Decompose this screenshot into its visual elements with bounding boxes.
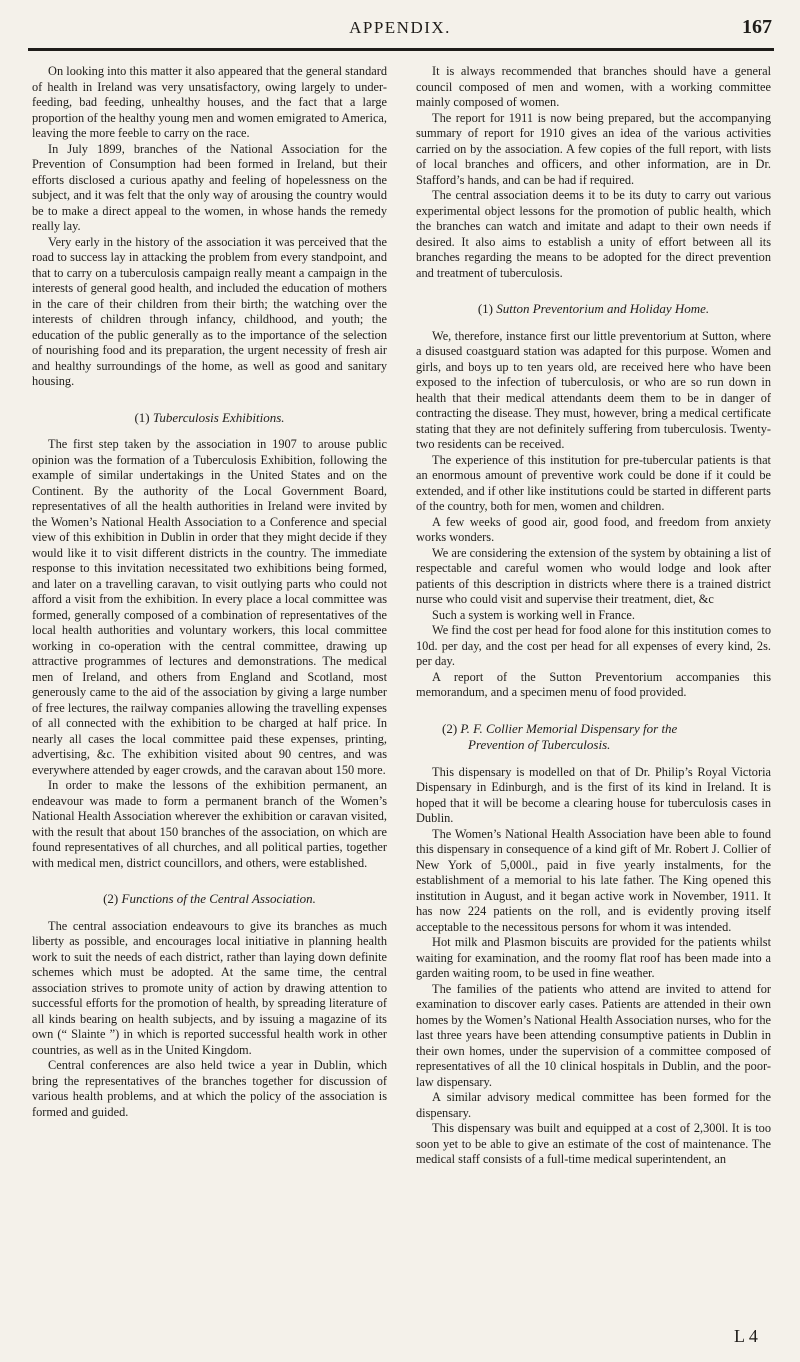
section-number: (1) (134, 409, 150, 425)
paragraph: It is always recommended that branches should have a general council composed of men and women, with a working committee mainly composed of women. (416, 64, 771, 109)
paragraph: We, therefore, instance first our little preventorium at Sutton, where a disused coastguard station was adapted for this purpose. Women and girls, and boys up to ten years old, are received here who have been exposed to the infection of tuberculosis, or who are so run down in health that their medical attendants deem them to be in danger of contracting the disease. They must, however, bring a medical certificate stating that they are not definitely suffering from tuberculosis. Twenty-two residents can be received. (416, 328, 771, 451)
paragraph: Hot milk and Plasmon biscuits are provided for the patients whilst waiting for examination, and the roomy flat roof has been made into a garden waiting room, to be used in fine weather. (416, 935, 771, 980)
section-number: (2) (103, 891, 119, 906)
paragraph: In order to make the lessons of the exhibition permanent, an endeavour was made to form a permanent branch of the Women’s National Health Association wherever the exhibition or caravan visited, with the result that about 150 branches of the association, on which are found representatives of all churches, and all political parties, together with medical men, district councillors, and others, were established. (32, 778, 387, 870)
paragraph: Very early in the history of the association it was perceived that the road to success lay in attacking the problem from every standpoint, and that to carry on a tuberculosis campaign really meant a campaign in the interests of general good health, and included the education of mothers in the care of their children from their birth; the watching over the interests of children through infancy, childhood, and youth; the education of the public generally as to the importance of the selection of nourishing food and its preparation, the urgent necessity of fresh air and healthy surroundings of the home, as well as good and sanitary housing. (32, 234, 387, 388)
paragraph: Central conferences are also held twice a year in Dublin, which bring the representatives of the branches together for discussion of various health problems, and at which the policy of the association is formed and guided. (32, 1058, 387, 1119)
paragraph: The central association endeavours to give its branches as much liberty as possible, and encourages local initiative in planning health work to suit the needs of each district, rather than laying down definite schemes which must be adopted. At the same time, the central association strives to promote unity of action by drawing attention to successful efforts for the promotion of health, by spreading literature of all kinds bearing on health subjects, and by issuing a magazine of its own (“ Slainte ”) in which is reported successful health work in other countries, as well as in the United Kingdom. (32, 918, 387, 1057)
section-title: Sutton Preventorium and Holiday Home. (496, 301, 710, 316)
section-number: (2) (442, 720, 458, 736)
paragraph: A similar advisory medical committee has been formed for the dispensary. (416, 1090, 771, 1120)
paragraph: We are considering the extension of the system by obtaining a list of respectable and careful women who would lodge and look after patients of this description in districts where there is a trained district nurse who could visit and supervise their treatment, diet, &c (416, 545, 771, 606)
signature-mark: L 4 (734, 1326, 758, 1346)
paragraph: On looking into this matter it also appeared that the general standard of health in Ireland was very unsatisfactory, owing largely to under-feeding, bad feeding, unhealthy houses, and the fact that a large proportion of the healthy young men and women emigrated to America, leaving the more feeble to carry on the race. (32, 64, 387, 140)
running-head (0, 14, 800, 44)
paragraph: The Women’s National Health Association have been able to found this dispensary in consequence of a kind gift of Mr. Robert J. Collier of New York of 5,000l., paid in five yearly instalments, for the establishment of a memorial to his late father. The King opened this institution in August, and it began active work in November, 1911. It has now 224 patients on the roll, and is evidently proving itself acceptable to the necessitous persons for whom it was intended. (416, 826, 771, 934)
paragraph: The families of the patients who attend are invited to attend for examination to discover early cases. Patients are attended in their own homes by the Women’s National Health Association nurses, who for the last three years have been attending consumptive patients in Dublin in their own homes, under the supervision of a committee composed of representatives of all the 10 clinical hospitals in Dublin, and the poor-law dispensary. (416, 981, 771, 1089)
paragraph: A report of the Sutton Preventorium accompanies this memorandum, and a specimen menu of food provided. (416, 669, 771, 699)
paragraph: A few weeks of good air, good food, and freedom from anxiety works wonders. (416, 514, 771, 544)
paragraph: This dispensary is modelled on that of Dr. Philip’s Royal Victoria Dispensary in Edinburgh, and is the first of its kind in Ireland. It is hoped that it will be become a clearing house for tuberculosis cases in Dublin. (416, 764, 771, 825)
section-title: Tuberculosis Exhibitions. (152, 409, 285, 425)
section-title: Functions of the Central Association. (121, 891, 316, 906)
section-heading (32, 410, 387, 426)
section-heading (32, 891, 387, 907)
paragraph: The first step taken by the association in 1907 to arouse public opinion was the formation of a Tuberculosis Exhibition, following the example of similar undertakings in the United States and on the Continent. By the authority of the Local Government Board, representatives of all the health authorities in Ireland were invited by the Women’s National Health Association to a Conference and special view of this exhibition in Dublin in order that they might decide if they would like it to visit different districts in the country. The immediate response to this invitation necessitated two exhibitions being formed, and later on a travelling caravan, to visit outlying parts who could not afford a visit from the exhibition. In every place a local committee was formed, generally composed of a combination of representatives of the local health authorities and voluntary workers, this local committee working in co-operation with the central committee, drawing up attractive programmes of lectures and demonstrations. The medical men of Ireland, and others from England and Scotland, most generously came to the aid of the association by giving a large number of free lectures, the railway companies allowing the travelling expenses of all connected with the exhibition to be charged at half price. In nearly all cases the local committee paid these expenses, printing, advertising, &c. The exhibition visited about 90 centres, and was everywhere attended by eager crowds, and the caravan about 150 more. (32, 437, 387, 777)
section-heading (416, 301, 771, 317)
paragraph: The experience of this institution for pre-tubercular patients is that an enormous amount of preventive work could be done if it could be extended, and if other like institutions could be started in different parts of the country, both for men, women and children. (416, 452, 771, 513)
paragraph: In July 1899, branches of the National Association for the Prevention of Consumption had been formed in Ireland, but their efforts disclosed a curious apathy and feeling of hopelessness on the subject, and it was felt that the only way of arousing the country would be to make a direct appeal to the women, in whose hands the remedy really lay. (32, 141, 387, 233)
paragraph: The report for 1911 is now being prepared, but the accompanying summary of report for 1910 gives an idea of the various activities carried on by the association. A few copies of the full report, with lists of local branches and officers, and other information, are in Dr. Stafford’s hands, and can be had if required. (416, 110, 771, 187)
paragraph: The central association deems it to be its duty to carry out various experimental object lessons for the promotion of public health, which the branches can watch and imitate and adapt to their own needs if desired. It also aims to establish a unity of effort between all its branches regarding the means to be adopted for the direct prevention and treatment of tuberculosis. (416, 188, 771, 280)
paragraph: Such a system is working well in France. (432, 607, 636, 622)
section-title-line1: P. F. Collier Memorial Dispensary for the (460, 720, 678, 736)
section-heading (416, 721, 771, 753)
paragraph: This dispensary was built and equipped at a cost of 2,300l. It is too soon yet to be able to give an estimate of the cost of maintenance. The medical staff consists of a full-time medical superintendent, an (416, 1121, 771, 1166)
section-number: (1) (477, 301, 493, 316)
right-column (416, 64, 771, 1168)
left-column (32, 64, 387, 1120)
page-number: 167 (742, 16, 772, 38)
section-title-line2: Prevention of Tuberculosis. (468, 736, 611, 752)
header-rule (28, 48, 774, 51)
paragraph: We find the cost per head for food alone for this institution comes to 10d. per day, and the cost per head for all expenses of every kind, 2s. per day. (416, 623, 771, 668)
running-title: APPENDIX. (349, 18, 451, 37)
